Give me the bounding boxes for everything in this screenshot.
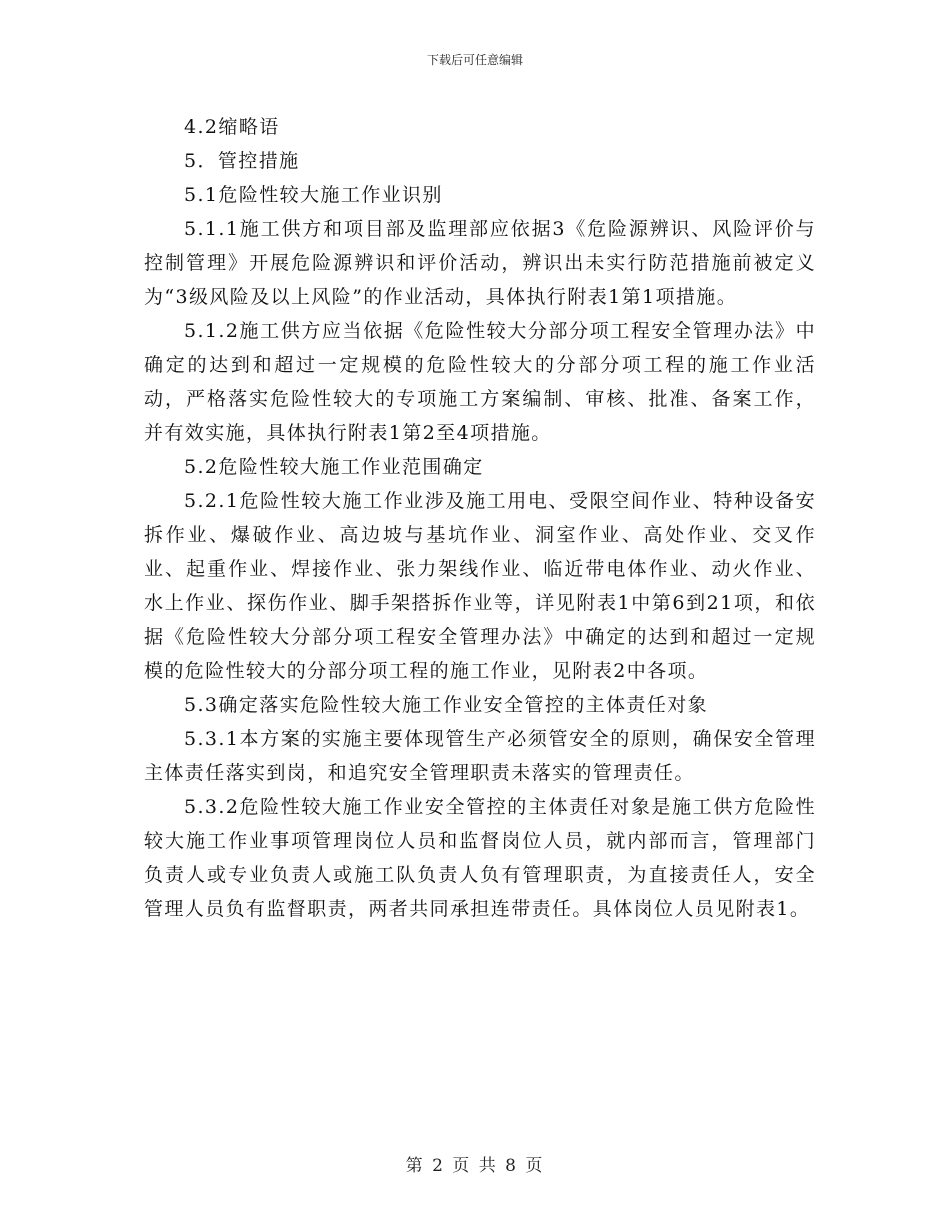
page-header: 下载后可任意编辑 <box>426 53 523 67</box>
paragraph-5-2-1: 5.2.1危险性较大施工作业涉及施工用电、受限空间作业、特种设备安拆作业、爆破作业、高边坡与基坑作业、洞室作业、高处作业、交叉作业、起重作业、焊接作业、张力架线作业、临近带电体作业、动火作业、水上作业、探伤作业、脚手架搭拆作业等，详见附表1中第6到21项，和依据《危险性较大分部分项工程安全管理办法》中确定的达到和超过一定规模的危险性较大的分部分项工程的施工作业，见附表2中各项。 <box>144 490 816 682</box>
section-heading-5: 5．管控措施 <box>184 150 300 172</box>
section-heading-5-3: 5.3确定落实危险性较大施工作业安全管控的主体责任对象 <box>184 694 709 716</box>
page-footer: 第 2 页 共 8 页 <box>405 1156 545 1176</box>
section-heading-5-1: 5.1危险性较大施工作业识别 <box>184 184 443 206</box>
section-heading-4-2: 4.2缩略语 <box>184 116 280 138</box>
section-heading-5-2: 5.2危险性较大施工作业范围确定 <box>184 456 484 478</box>
document-body <box>144 110 816 926</box>
paragraph-5-3-1: 5.3.1本方案的实施主要体现管生产必须管安全的原则，确保安全管理主体责任落实到岗，和追究安全管理职责未落实的管理责任。 <box>144 728 816 784</box>
paragraph-5-1-2: 5.1.2施工供方应当依据《危险性较大分部分项工程安全管理办法》中确定的达到和超过一定规模的危险性较大的分部分项工程的施工作业活动，严格落实危险性较大的专项施工方案编制、审核、批准、备案工作，并有效实施，具体执行附表1第2至4项措施。 <box>144 320 816 444</box>
paragraph-5-1-1: 5.1.1施工供方和项目部及监理部应依据3《危险源辨识、风险评价与控制管理》开展危险源辨识和评价活动，辨识出未实行防范措施前被定义为“3级风险及以上风险”的作业活动，具体执行附表1第1项措施。 <box>144 218 816 308</box>
paragraph-5-3-2: 5.3.2危险性较大施工作业安全管控的主体责任对象是施工供方危险性较大施工作业事项管理岗位人员和监督岗位人员，就内部而言，管理部门负责人或专业负责人或施工队负责人负有管理职责，为直接责任人，安全管理人员负有监督职责，两者共同承担连带责任。具体岗位人员见附表1。 <box>144 796 816 920</box>
